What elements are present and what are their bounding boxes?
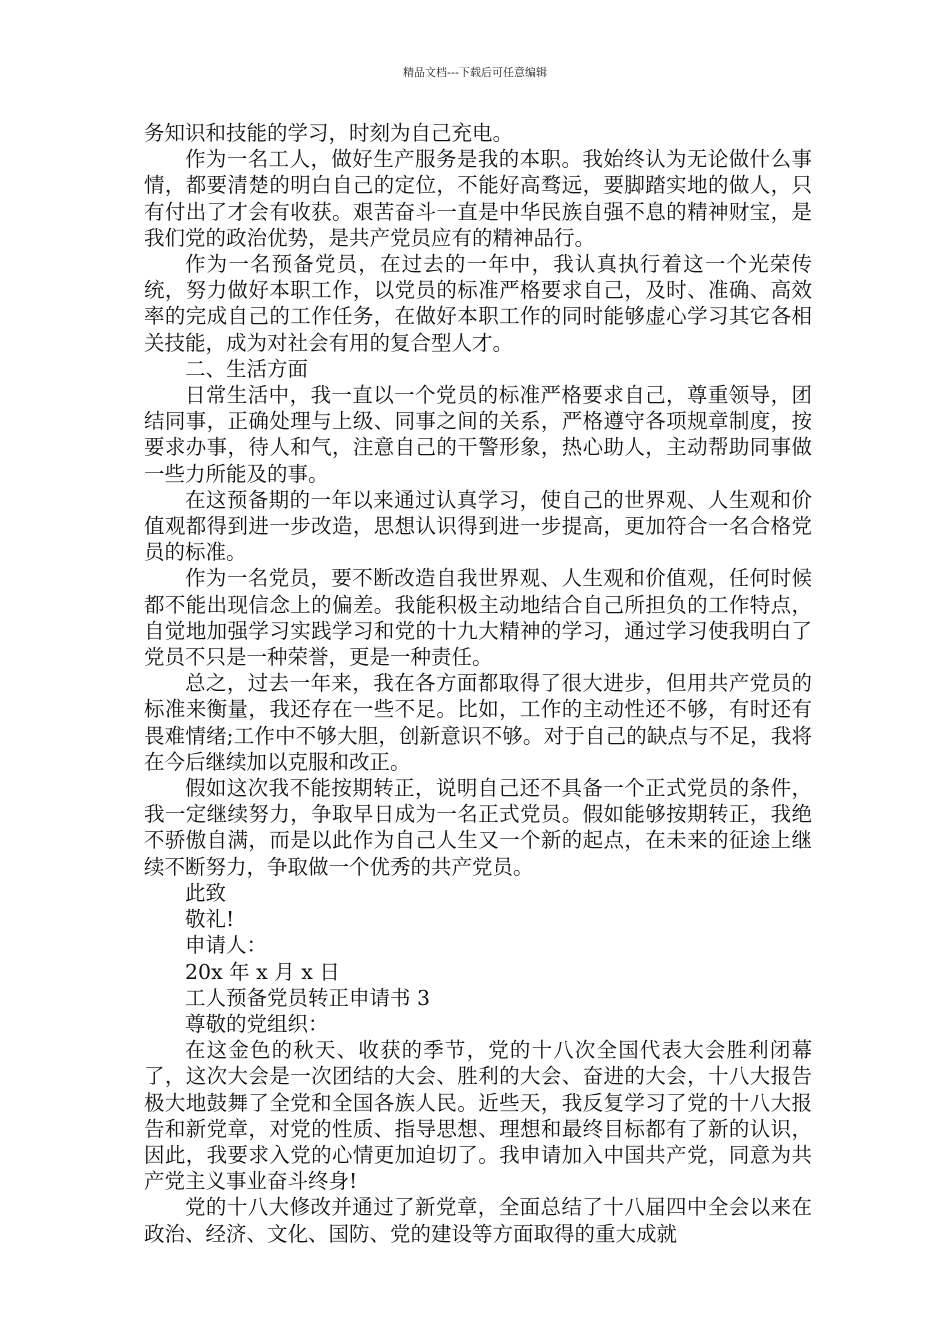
- paragraph: 在这预备期的一年以来通过认真学习，使自己的世界观、人生观和价值观都得到进一步改造，思想认识得到进一步提高，更加符合一名合格党员的标准。: [144, 487, 812, 565]
- paragraph: 假如这次我不能按期转正，说明自己还不具备一个正式党员的条件，我一定继续努力，争取早日成为一名正式党员。假如能够按期转正，我绝不骄傲自满，而是以此作为自己人生又一个新的起点，在未来的征途上继续不断努力，争取做一个优秀的共产党员。: [144, 776, 812, 879]
- document-body: [144, 120, 812, 1247]
- paragraph: 务知识和技能的学习，时刻为自己充电。: [144, 121, 513, 145]
- greeting: 尊敬的党组织：: [185, 1011, 329, 1036]
- paragraph: 作为一名预备党员，在过去的一年中，我认真执行着这一个光荣传统，努力做好本职工作，以党员的标准严格要求自己，及时、准确、高效率的完成自己的工作任务，在做好本职工作的同时能够虚心学习其它各相关技能，成为对社会有用的复合型人才。: [144, 252, 812, 355]
- paragraph: 作为一名工人，做好生产服务是我的本职。我始终认为无论做什么事情，都要清楚的明白自己的定位，不能好高骛远，要脚踏实地的做人，只有付出了才会有收获。艰苦奋斗一直是中华民族自强不息的精神财宝，是我们党的政治优势，是共产党员应有的精神品行。: [144, 147, 812, 250]
- page-header: 精品文档---下载后可任意编辑: [403, 66, 547, 79]
- paragraph: 在这金色的秋天、收获的季节，党的十八次全国代表大会胜利闭幕了，这次大会是一次团结的大会、胜利的大会、奋进的大会，十八大报告极大地鼓舞了全党和全国各族人民。近些天，我反复学习了党的十八大报告和新党章，对党的性质、指导思想、理想和最终目标都有了新的认识，因此，我要求入党的心情更加迫切了。我申请加入中国共产党，同意为共产党主义事业奋斗终身!: [144, 1038, 812, 1194]
- paragraph: 总之，过去一年来，我在各方面都取得了很大进步，但用共产党员的标准来衡量，我还存在一些不足。比如，工作的主动性还不够，有时还有畏难情绪;工作中不够大胆，创新意识不够。对于自己的缺点与不足，我将在今后继续加以克服和改正。: [144, 671, 812, 774]
- paragraph: 党的十八大修改并通过了新党章，全面总结了十八届四中全会以来在政治、经济、文化、国防、党的建设等方面取得的重大成就: [144, 1195, 812, 1246]
- applicant-label: 申请人：: [185, 933, 267, 958]
- paragraph: 作为一名党员，要不断改造自我世界观、人生观和价值观，任何时候都不能出现信念上的偏差。我能积极主动地结合自己所担负的工作特点，自觉地加强学习实践学习和党的十九大精神的学习，通过学习使我明白了党员不只是一种荣誉，更是一种责任。: [144, 566, 812, 670]
- date-line: 20x 年 x 月 x 日: [185, 959, 340, 984]
- document-title: 工人预备党员转正申请书 3: [185, 985, 431, 1010]
- section-heading: 二、生活方面: [185, 356, 308, 381]
- closing-line: 此致: [185, 880, 226, 905]
- paragraph: 日常生活中，我一直以一个党员的标准严格要求自己，尊重领导，团结同事，正确处理与上级、同事之间的关系，严格遵守各项规章制度，按要求办事，待人和气，注意自己的干警形象，热心助人，主动帮助同事做一些力所能及的事。: [144, 383, 812, 486]
- salutation: 敬礼!: [185, 907, 235, 932]
